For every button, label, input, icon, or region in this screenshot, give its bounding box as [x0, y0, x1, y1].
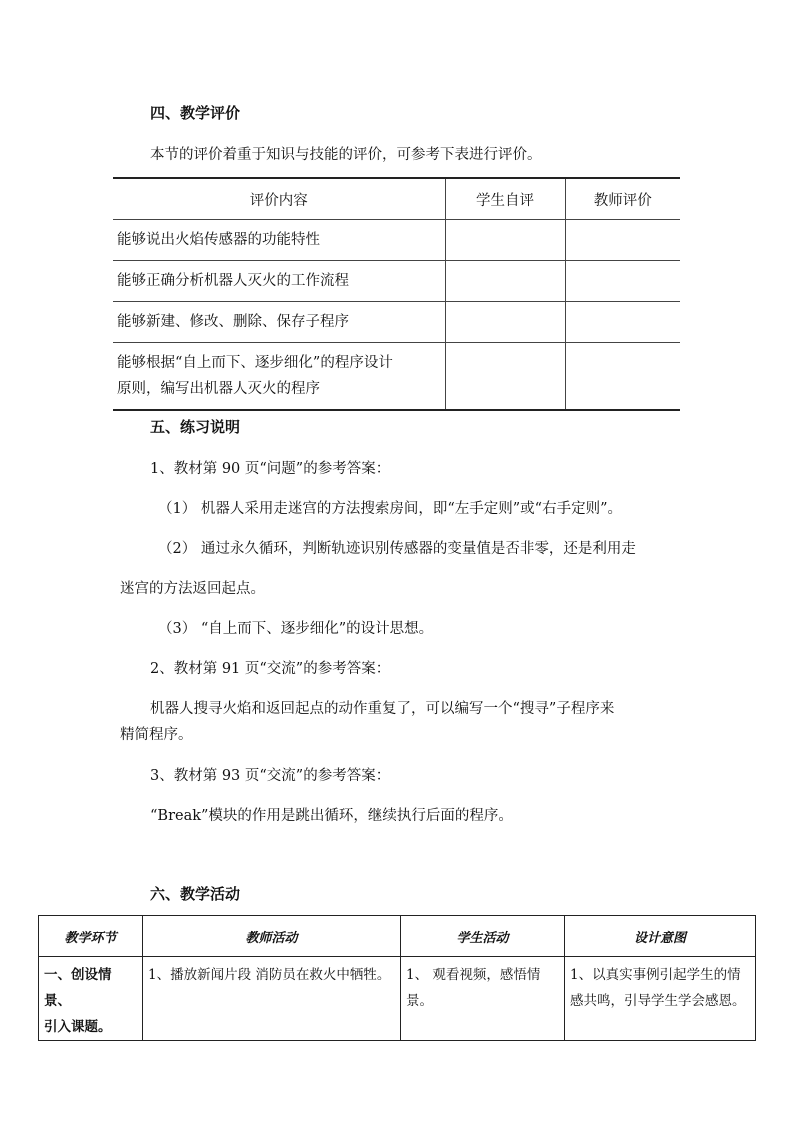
table-row — [113, 343, 680, 411]
header-design-intent: 设计意图 — [565, 916, 756, 957]
section-heading-activities: 六、教学活动 — [150, 885, 241, 903]
header-content: 评价内容 — [113, 178, 445, 220]
student-activity-text: 1、 观看视频，感悟情景。 — [406, 967, 541, 1009]
teacher-eval-cell — [565, 343, 680, 411]
evaluation-table-header — [113, 178, 680, 220]
answer-93-body: “Break”模块的作用是跳出循环，继续执行后面的程序。 — [150, 808, 513, 824]
section-heading-evaluation: 四、教学评价 — [150, 104, 241, 122]
teacher-activity-text: 1、播放新闻片段 消防员在救火中牺牲。 — [148, 967, 391, 983]
intent-line2: 感共鸣，引导学生学会感恩。 — [570, 993, 746, 1009]
teacher-eval-cell — [565, 220, 680, 261]
table-row — [113, 261, 680, 302]
criterion-cell — [113, 220, 445, 261]
header-teacher-eval: 教师评价 — [565, 178, 680, 220]
teacher-activity-cell — [143, 957, 401, 1041]
design-intent-cell — [565, 957, 756, 1041]
criterion-text: 能够正确分析机器人灭火的工作流程 — [117, 273, 349, 289]
criterion-text: 能够新建、修改、删除、保存子程序 — [117, 314, 349, 330]
stage-line1: 一、创设情景、 — [44, 967, 112, 1009]
self-eval-cell — [445, 302, 565, 343]
table-row — [113, 220, 680, 261]
header-student-activity: 学生活动 — [401, 916, 565, 957]
self-eval-cell — [445, 220, 565, 261]
header-teacher-activity: 教师活动 — [143, 916, 401, 957]
answer-90-item2-line2: 迷宫的方法返回起点。 — [120, 581, 265, 597]
criterion-text-line2: 原则，编写出机器人灭火的程序 — [117, 381, 320, 397]
teacher-eval-cell — [565, 302, 680, 343]
intent-line1: 1、以真实事例引起学生的情 — [570, 967, 741, 983]
criterion-cell — [113, 343, 445, 411]
answer-91-title: 2、教材第 91 页“交流”的参考答案： — [150, 661, 391, 677]
header-self-eval: 学生自评 — [445, 178, 565, 220]
answer-91-body-line2: 精简程序。 — [120, 727, 193, 743]
activity-table — [38, 915, 756, 1041]
evaluation-intro: 本节的评价着重于知识与技能的评价，可参考下表进行评价。 — [150, 147, 542, 163]
criterion-text: 能够说出火焰传感器的功能特性 — [117, 232, 320, 248]
answer-90-item2-line1: （2） 通过永久循环，判断轨迹识别传感器的变量值是否非零，还是利用走 — [158, 541, 636, 557]
criterion-cell — [113, 302, 445, 343]
self-eval-cell — [445, 343, 565, 411]
activity-table-header — [39, 916, 756, 957]
criterion-text-line1: 能够根据“自上而下、逐步细化”的程序设计 — [117, 355, 393, 371]
self-eval-cell — [445, 261, 565, 302]
table-row — [39, 957, 756, 1041]
answer-90-title: 1、教材第 90 页“问题”的参考答案： — [150, 461, 391, 477]
criterion-cell — [113, 261, 445, 302]
stage-line2: 引入课题。 — [44, 1019, 112, 1035]
table-row — [113, 302, 680, 343]
answer-91-body-line1: 机器人搜寻火焰和返回起点的动作重复了，可以编写一个“搜寻”子程序来 — [150, 701, 615, 717]
section-heading-practice: 五、练习说明 — [150, 418, 241, 436]
teacher-eval-cell — [565, 261, 680, 302]
stage-cell — [39, 957, 143, 1041]
answer-90-item1: （1） 机器人采用走迷宫的方法搜索房间，即“左手定则”或“右手定则”。 — [158, 501, 622, 517]
evaluation-table — [113, 177, 680, 411]
answer-93-title: 3、教材第 93 页“交流”的参考答案： — [150, 768, 391, 784]
student-activity-cell — [401, 957, 565, 1041]
header-stage: 教学环节 — [39, 916, 143, 957]
answer-90-item3: （3） “自上而下、逐步细化”的设计思想。 — [158, 621, 434, 637]
